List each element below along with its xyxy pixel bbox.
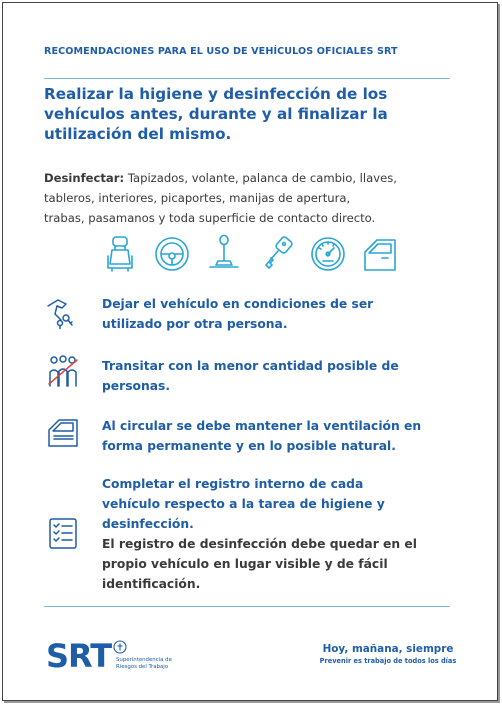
- recommendation-line: utilizado por otra persona.: [102, 317, 288, 331]
- car-window-icon: [46, 416, 80, 450]
- recommendation-subline: propio vehículo en lugar visible y de fácil: [102, 557, 388, 571]
- recommendation-item: [102, 356, 462, 396]
- footer-slogan: [318, 643, 458, 666]
- car-door-icon: [360, 234, 400, 274]
- divider-top: [44, 78, 450, 79]
- disinfect-text: Tapizados, volante, palanca de cambio, llaves,: [127, 171, 397, 185]
- logo-text: SRT: [46, 637, 112, 675]
- car-key-icon: [256, 234, 296, 274]
- checklist-icon: [46, 516, 80, 550]
- recommendation-item: [102, 474, 462, 594]
- recommendation-subline: El registro de desinfección debe quedar en el: [102, 537, 417, 551]
- recommendation-line: forma permanente y en lo posible natural.: [102, 439, 396, 453]
- recommendation-line: Transitar con la menor cantidad posible de: [102, 359, 399, 373]
- slogan-secondary: Prevenir es trabajo de todos los días: [319, 657, 457, 665]
- logo-emblem-icon: [113, 640, 127, 654]
- recommendation-item: [102, 294, 462, 334]
- people-crossed-icon: [46, 354, 80, 388]
- disinfect-text: trabas, pasamanos y toda superficie de contacto directo.: [44, 211, 376, 225]
- car-seat-icon: [100, 234, 140, 274]
- recommendation-line: Completar el registro interno de cada: [102, 477, 364, 491]
- logo-subtitle-line: Superintendencia de: [116, 657, 172, 663]
- headline-line: Realizar la higiene y desinfección de los: [44, 85, 388, 103]
- headline-line: utilización del mismo.: [44, 125, 232, 143]
- recommendation-line: vehículo respecto a la tarea de higiene y: [102, 497, 385, 511]
- dashboard-gauge-icon: [308, 234, 348, 274]
- recommendation-line: Al circular se debe mantener la ventilación en: [102, 419, 422, 433]
- disinfect-lead: Desinfectar:: [44, 171, 125, 185]
- slogan-main: Hoy, mañana, siempre: [322, 643, 454, 655]
- steering-wheel-icon: [152, 234, 192, 274]
- recommendation-line: Dejar el vehículo en condiciones de ser: [102, 297, 374, 311]
- logo-subtitle: [116, 657, 206, 671]
- recommendation-item: [102, 416, 462, 456]
- divider-bottom: [44, 606, 450, 607]
- recommendation-line: personas.: [102, 379, 171, 393]
- disinfect-instructions: [44, 168, 454, 228]
- poster-header: RECOMENDACIONES PARA EL USO DE VEHÍCULOS OFICIALES SRT: [44, 46, 398, 57]
- recommendation-subline: identificación.: [102, 577, 201, 591]
- disinfect-text: tableros, interiores, picaportes, manijas de apertura,: [44, 191, 351, 205]
- recommendation-line: desinfección.: [102, 517, 194, 531]
- gear-shift-icon: [204, 234, 244, 274]
- headline-line: vehículos antes, durante y al finalizar la: [44, 105, 388, 123]
- headline: [44, 84, 444, 144]
- srt-logo: [46, 638, 186, 674]
- logo-subtitle-line: Riesgos del Trabajo: [116, 664, 169, 670]
- surfaces-icon-row: [100, 232, 400, 276]
- hand-keys-icon: [46, 296, 80, 330]
